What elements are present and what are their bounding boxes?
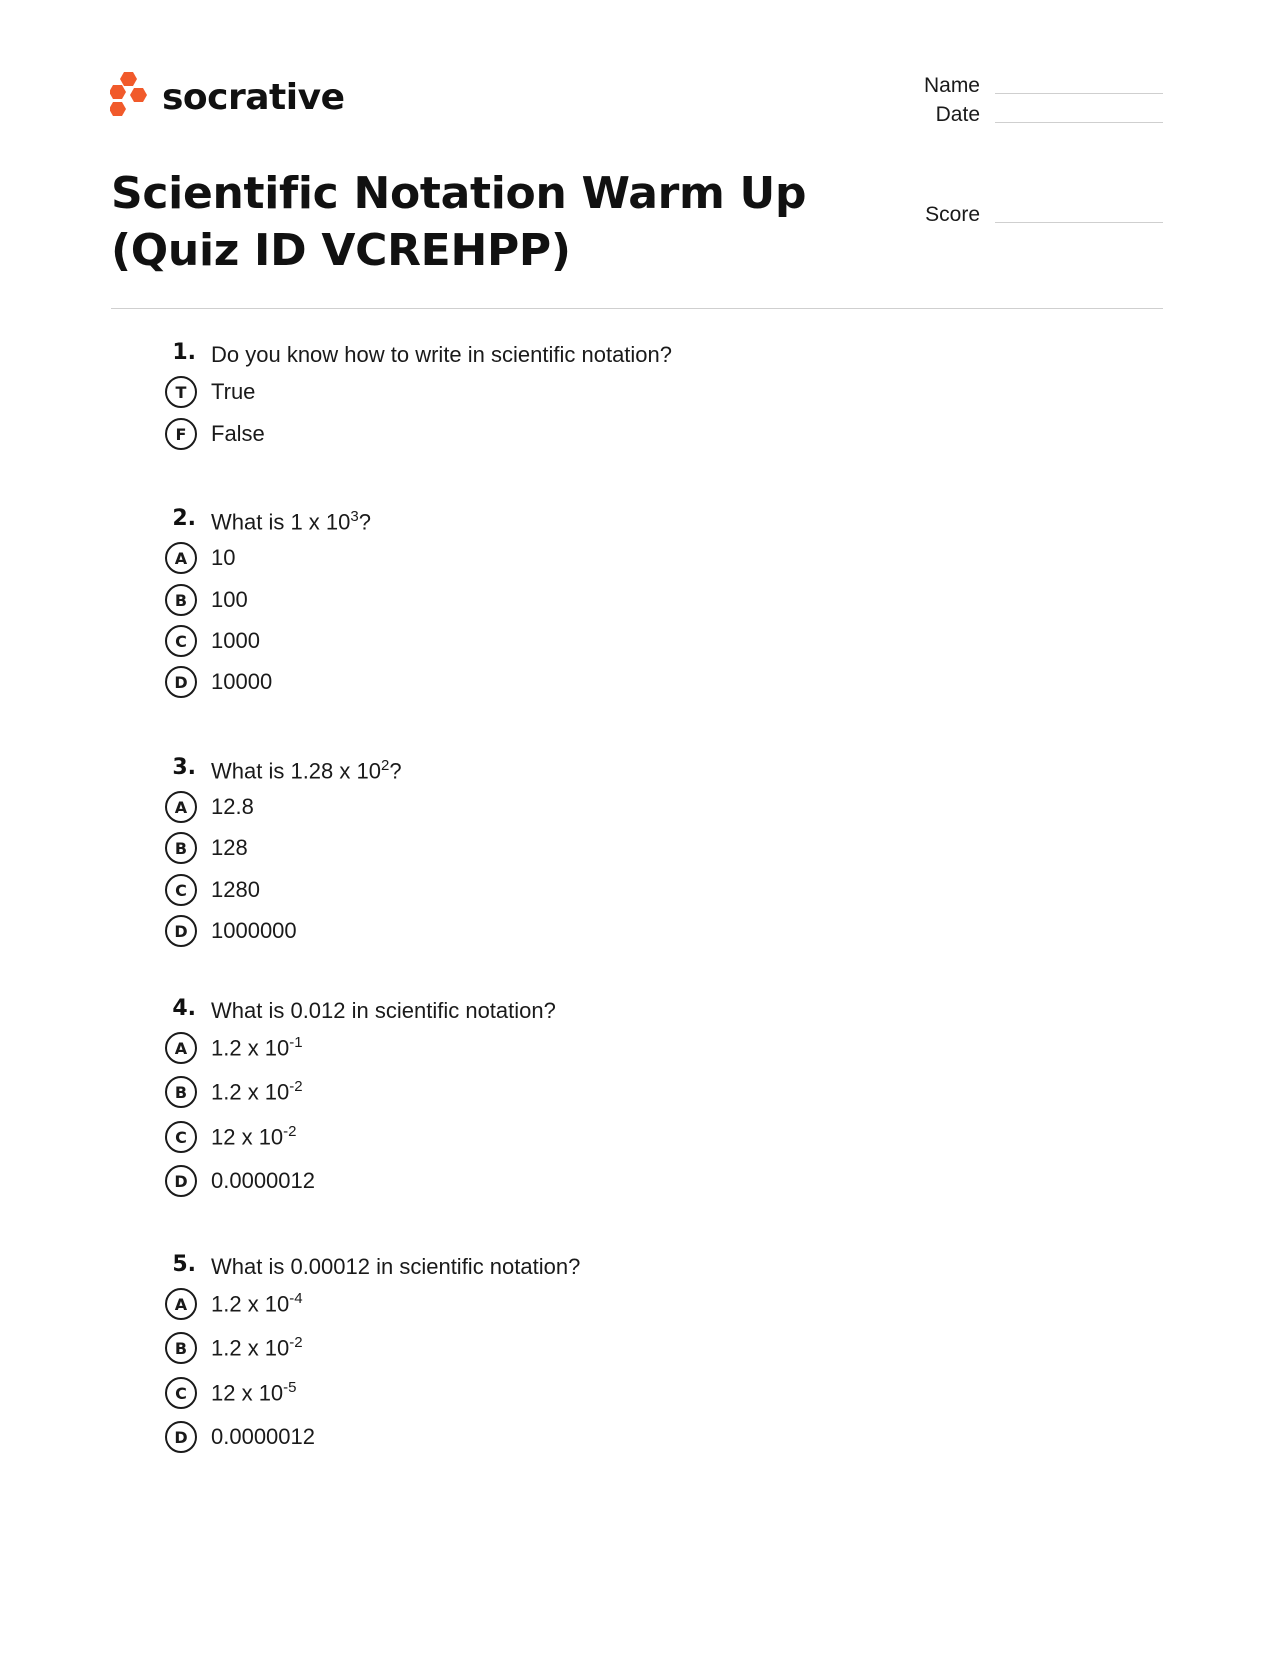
name-line (995, 93, 1163, 94)
answer-option-a[interactable] (165, 1288, 303, 1320)
answer-bubble[interactable]: A (165, 791, 197, 823)
answer-text: 1280 (211, 877, 260, 902)
answer-exponent: -4 (289, 1290, 303, 1308)
answer-text: 1000 (211, 628, 260, 653)
answer-option-t[interactable] (165, 376, 255, 408)
answer-option-b[interactable] (165, 832, 248, 864)
answer-bubble[interactable]: C (165, 625, 197, 657)
date-label: Date (935, 103, 980, 126)
score-label: Score (925, 203, 980, 226)
question-header (165, 996, 1065, 1030)
question-number: 3. (172, 755, 196, 780)
answer-bubble[interactable]: F (165, 418, 197, 450)
answer-bubble[interactable]: D (165, 915, 197, 947)
question-3 (165, 755, 1065, 943)
question-1 (165, 340, 1065, 446)
answer-bubble[interactable]: A (165, 542, 197, 574)
answer-option-d[interactable] (165, 666, 272, 698)
answer-text: 0.0000012 (211, 1424, 315, 1449)
question-header (165, 755, 1065, 789)
answer-bubble[interactable]: B (165, 832, 197, 864)
answer-text: 100 (211, 587, 248, 612)
answer-bubble[interactable]: C (165, 1377, 197, 1409)
answer-bubble[interactable]: B (165, 1332, 197, 1364)
answer-option-b[interactable] (165, 584, 248, 616)
title-line-2: (Quiz ID VCREHPP) (111, 225, 571, 276)
question-2 (165, 506, 1065, 694)
question-4 (165, 996, 1065, 1193)
answer-text: 1.2 x $10^{-2}$ (211, 1078, 303, 1105)
title-line-1: Scientific Notation Warm Up (111, 168, 807, 219)
answer-text: 10 (211, 545, 236, 570)
answer-text: 0.0000012 (211, 1168, 315, 1193)
answer-option-a[interactable] (165, 542, 235, 574)
answer-option-c[interactable] (165, 625, 260, 657)
answer-exponent: -5 (283, 1379, 297, 1397)
question-text: What is 0.012 in scientific notation? (211, 998, 556, 1023)
answer-text: 12 x $10^{-5}$ (211, 1379, 297, 1406)
question-exponent: 3 (350, 508, 359, 525)
answer-text: False (211, 421, 265, 446)
answer-option-b[interactable] (165, 1076, 303, 1108)
answer-text: 12.8 (211, 794, 254, 819)
answer-bubble[interactable]: C (165, 874, 197, 906)
header-divider (111, 308, 1163, 309)
answer-option-f[interactable] (165, 418, 265, 450)
answer-option-a[interactable] (165, 791, 254, 823)
question-header (165, 340, 1065, 374)
name-field[interactable] (880, 74, 1163, 98)
answer-option-d[interactable] (165, 1165, 315, 1197)
brand-name: socrative (162, 76, 345, 118)
question-header (165, 506, 1065, 540)
question-number: 5. (172, 1252, 196, 1277)
question-text: What is 1.28 x $10^2$? (211, 757, 402, 784)
answer-option-c[interactable] (165, 1121, 297, 1153)
answer-text: 1.2 x $10^{-4}$ (211, 1290, 303, 1317)
answer-bubble[interactable]: D (165, 1165, 197, 1197)
score-line (995, 222, 1163, 223)
question-number: 4. (172, 996, 196, 1021)
answer-bubble[interactable]: B (165, 1076, 197, 1108)
answer-bubble[interactable]: A (165, 1288, 197, 1320)
question-5 (165, 1252, 1065, 1449)
answer-text: 128 (211, 835, 248, 860)
answer-bubble[interactable]: C (165, 1121, 197, 1153)
answer-option-a[interactable] (165, 1032, 303, 1064)
answer-bubble[interactable]: T (165, 376, 197, 408)
answer-exponent: -1 (289, 1034, 303, 1052)
question-number: 2. (172, 506, 196, 531)
question-text: What is 1 x $10^3$? (211, 508, 371, 535)
question-text: Do you know how to write in scientific notation? (211, 342, 673, 367)
page-title (111, 165, 871, 279)
answer-exponent: -2 (283, 1123, 297, 1141)
answer-text: True (211, 379, 256, 404)
answer-bubble[interactable]: B (165, 584, 197, 616)
answer-option-d[interactable] (165, 1421, 315, 1453)
answer-text: 10000 (211, 669, 273, 694)
answer-exponent: -2 (289, 1334, 303, 1352)
answer-bubble[interactable]: D (165, 1421, 197, 1453)
date-field[interactable] (880, 103, 1163, 127)
answer-text: 1.2 x $10^{-2}$ (211, 1334, 303, 1361)
answer-text: 1.2 x $10^{-1}$ (211, 1034, 303, 1061)
question-exponent: 2 (380, 757, 390, 774)
answer-option-c[interactable] (165, 874, 260, 906)
score-field[interactable] (880, 203, 1163, 227)
question-text: What is 0.00012 in scientific notation? (211, 1254, 581, 1279)
answer-text: 12 x $10^{-2}$ (211, 1123, 297, 1150)
name-label: Name (923, 74, 980, 97)
answer-exponent: -2 (289, 1078, 303, 1096)
answer-text: 1000000 (211, 918, 297, 943)
date-line (995, 122, 1163, 123)
answer-option-d[interactable] (165, 915, 297, 947)
answer-option-c[interactable] (165, 1377, 297, 1409)
question-number: 1. (172, 340, 196, 365)
answer-option-b[interactable] (165, 1332, 303, 1364)
answer-bubble[interactable]: D (165, 666, 197, 698)
question-header (165, 1252, 1065, 1286)
answer-bubble[interactable]: A (165, 1032, 197, 1064)
hexagon-logo-icon (110, 72, 150, 122)
brand-logo (110, 72, 344, 122)
